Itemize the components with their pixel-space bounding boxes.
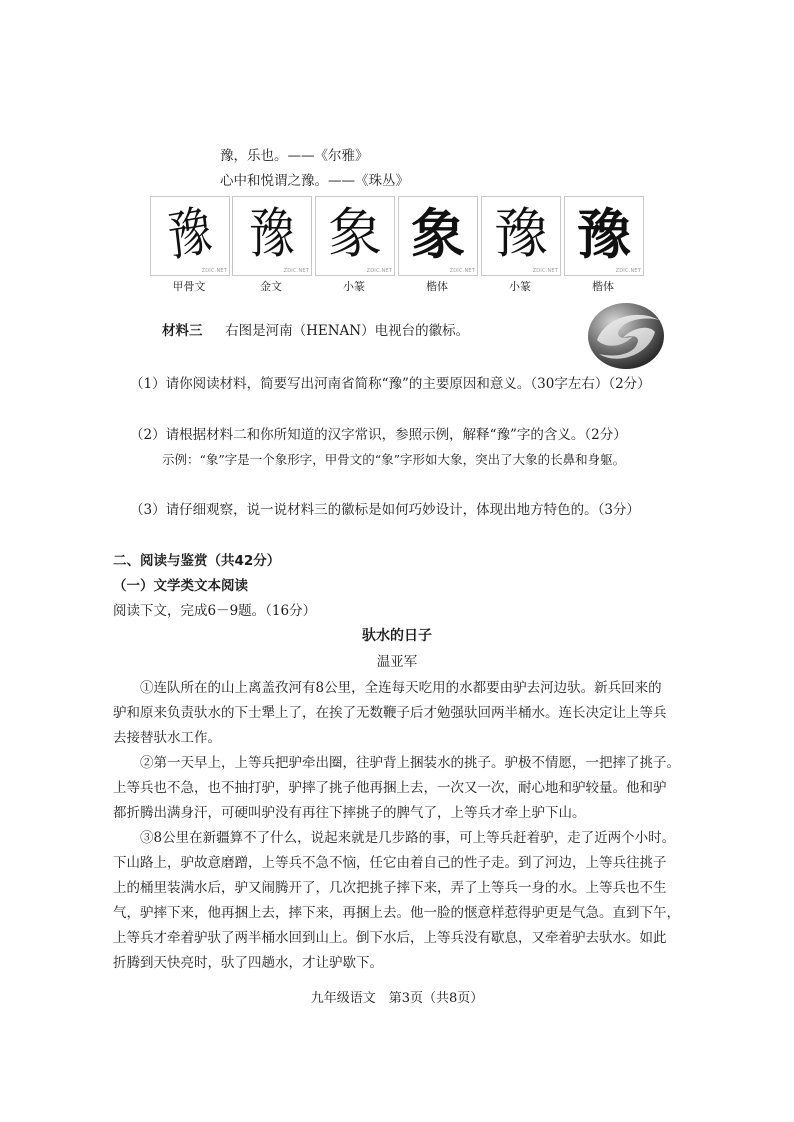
henan-tv-logo-icon [585, 300, 667, 372]
article-line: ③8公里在新疆算不了什么，说起来就是几步路的事，可上等兵赶着驴，走了近两个小时。 [140, 830, 676, 846]
glyph-regular-1: 象 [411, 202, 465, 266]
glyph-regular-2: 豫 [577, 202, 631, 266]
watermark: ZDIC.NET [366, 268, 392, 274]
glyph-label: 楷体 [592, 280, 614, 293]
question-1: （1）请你阅读材料，简要写出河南省简称“豫”的主要原因和意义。（30字左右）（2分） [130, 376, 651, 392]
article-line: 上等兵才牵着驴驮了两半桶水回到山上。倒下水后，上等兵没有歇息，又牵着驴去驮水。如此 [113, 930, 667, 946]
article-line: 气，驴摔下来，他再捆上去，摔下来，再捆上去。他一脸的惬意样惹得驴更是气急。直到下午， [113, 905, 680, 921]
article-line: 上等兵也不急，也不抽打驴，驴摔了挑子他再捆上去，一次又一次，耐心地和驴较量。他和驴 [113, 780, 667, 796]
glyph-box-seal-1 [315, 196, 395, 276]
page-footer: 九年级语文 第3页（共8页） [310, 991, 484, 1006]
glyph-box-seal-2 [481, 196, 561, 276]
glyph-oracle-bone: 豫 [165, 198, 215, 269]
section-heading: 二、阅读与鉴赏（共42分） [113, 553, 281, 569]
instruction: 阅读下文，完成6－9题。（16分） [113, 603, 317, 619]
article-line: 驴和原来负责驮水的下士犟上了，在挨了无数鞭子后才勉强驮回两半桶水。连长决定让上等兵 [113, 705, 667, 721]
watermark: ZDIC.NET [615, 268, 641, 274]
glyph-label: 金文 [260, 280, 282, 293]
sub-heading: （一）文学类文本阅读 [113, 578, 248, 594]
glyph-label: 甲骨文 [172, 280, 206, 293]
glyph-box-oracle-bone [150, 196, 230, 276]
glyph-box-bronze [232, 196, 312, 276]
watermark: ZDIC.NET [449, 268, 475, 274]
material3-text: 右图是河南（HENAN）电视台的徽标。 [225, 323, 470, 339]
article-line: 下山路上，驴故意磨蹭，上等兵不急不恼，任它由着自己的性子走。到了河边，上等兵往挑子 [113, 855, 667, 871]
article-title: 驮水的日子 [362, 628, 432, 644]
glyph-label: 楷体 [426, 280, 448, 293]
glyph-box-regular-1 [398, 196, 478, 276]
glyph-bronze: 豫 [249, 202, 295, 265]
watermark: ZDIC.NET [532, 268, 558, 274]
material3-label: 材料三 [162, 323, 203, 339]
material3-line [162, 322, 469, 340]
glyph-box-regular-2 [564, 196, 644, 276]
glyph-label: 小篆 [509, 280, 531, 293]
glyph-seal-1: 象 [328, 202, 382, 265]
question-3: （3）请仔细观察，说一说材料三的徽标是如何巧妙设计，体现出地方特色的。（3分） [130, 502, 640, 518]
article-line: 去接替驮水工作。 [113, 730, 221, 746]
question-2-example: 示例：“象”字是一个象形字，甲骨文的“象”字形如大象，突出了大象的长鼻和身躯。 [162, 452, 626, 467]
article-line: 上的桶里装满水后，驴又闹腾开了，几次把挑子摔下来，弄了上等兵一身的水。上等兵也不生 [113, 880, 667, 896]
question-2: （2）请根据材料二和你所知道的汉字常识，参照示例，解释“豫”字的含义。（2分） [130, 427, 627, 443]
article-line: ②第一天早上，上等兵把驴牵出圈，往驴背上捆装水的挑子。驴极不情愿，一把摔了挑子。 [140, 755, 680, 771]
article-line: 折腾到天快亮时，驮了四趟水，才让驴歇下。 [113, 955, 383, 971]
glyph-seal-2: 豫 [494, 202, 548, 265]
article-body [113, 676, 685, 976]
quote-zhucong: 心中和悦谓之豫。——《珠丛》 [220, 173, 409, 189]
glyph-label: 小篆 [343, 280, 365, 293]
article-line: ①连队所在的山上离盖孜河有8公里，全连每天吃用的水都要由驴去河边驮。新兵回来的 [140, 680, 662, 696]
article-line: 都折腾出满身汗，可硬叫驴没有再往下摔挑子的脾气了，上等兵才牵上驴下山。 [113, 805, 586, 821]
watermark: ZDIC.NET [283, 268, 309, 274]
watermark: ZDIC.NET [201, 268, 227, 274]
quote-erya: 豫，乐也。——《尔雅》 [220, 148, 369, 164]
article-author: 温亚军 [376, 654, 418, 670]
